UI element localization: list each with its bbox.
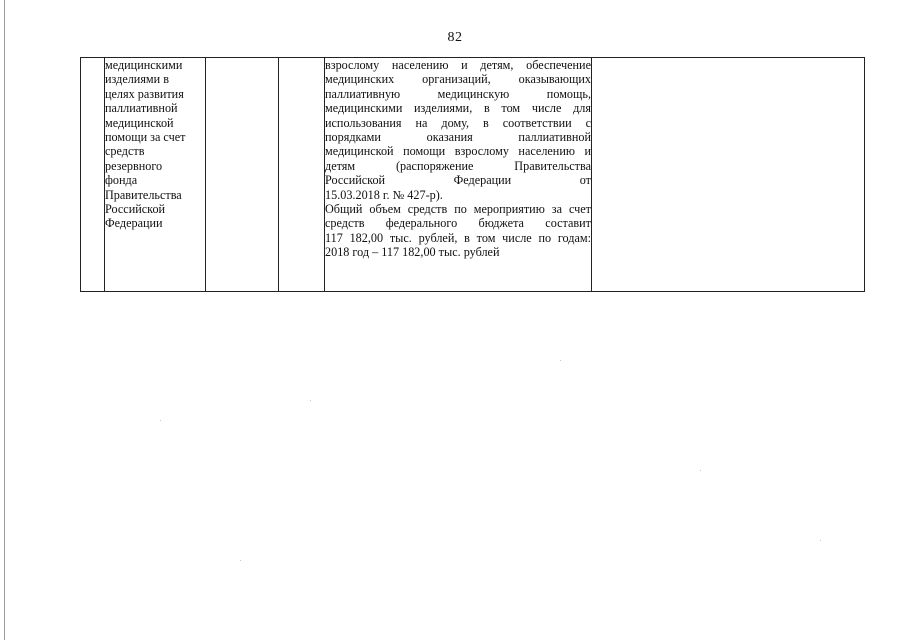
- scan-speck: [310, 400, 311, 401]
- measure-name-line: изделиями в: [105, 72, 169, 87]
- measures-table: [80, 57, 865, 292]
- page-left-edge: [4, 0, 5, 640]
- measure-name-line: резервного: [105, 158, 163, 173]
- cell-number: [81, 58, 105, 292]
- measure-name-line: Правительства: [105, 187, 182, 202]
- scan-speck: [700, 470, 701, 471]
- description-line: 15.03.2018 г. № 427-р).: [325, 187, 443, 202]
- measure-name-line: Федерации: [105, 216, 163, 231]
- measure-name-line: средств: [105, 144, 145, 159]
- cell-description: [325, 58, 592, 292]
- scan-speck: [820, 540, 821, 541]
- measure-name-line: Российской: [105, 202, 166, 217]
- description-line: порядками оказания паллиативной: [325, 130, 591, 145]
- table-row: [81, 58, 865, 292]
- measure-name-line: медицинскими: [105, 58, 183, 72]
- scan-speck: [240, 560, 241, 561]
- scan-speck: [160, 420, 161, 421]
- page-number: 82: [447, 30, 463, 45]
- description-line: средств федерального бюджета составит: [325, 216, 591, 231]
- measure-name-line: медицинской: [105, 115, 174, 130]
- description-line: медицинскими изделиями, в том числе для: [325, 101, 591, 116]
- measure-name-line: фонда: [105, 173, 138, 188]
- description-line: паллиативную медицинскую помощь,: [325, 86, 591, 101]
- cell-empty-a: [206, 58, 279, 292]
- description-line: детям (распоряжение Правительства: [325, 158, 591, 173]
- cell-empty-b: [279, 58, 325, 292]
- description-line: медицинской помощи взрослому населению и: [325, 144, 591, 159]
- description-line: 2018 год – 117 182,00 тыс. рублей: [325, 245, 500, 260]
- description-line: взрослому населению и детям, обеспечение: [325, 58, 591, 72]
- description-line: использования на дому, в соответствии с: [325, 115, 591, 130]
- scan-speck: [560, 360, 561, 361]
- measure-name-line: помощи за счет: [105, 130, 186, 145]
- description-line: 117 182,00 тыс. рублей, в том числе по годам:: [325, 230, 591, 245]
- cell-measure-name: [105, 58, 206, 292]
- description-line: Общий объем средств по мероприятию за счет: [325, 202, 591, 217]
- description-line: медицинских организаций, оказывающих: [325, 72, 591, 87]
- cell-empty-last: [592, 58, 865, 292]
- measure-name-line: целях развития: [105, 86, 184, 101]
- measure-name-line: паллиативной: [105, 101, 178, 116]
- description-line: Российской Федерации от: [325, 173, 591, 188]
